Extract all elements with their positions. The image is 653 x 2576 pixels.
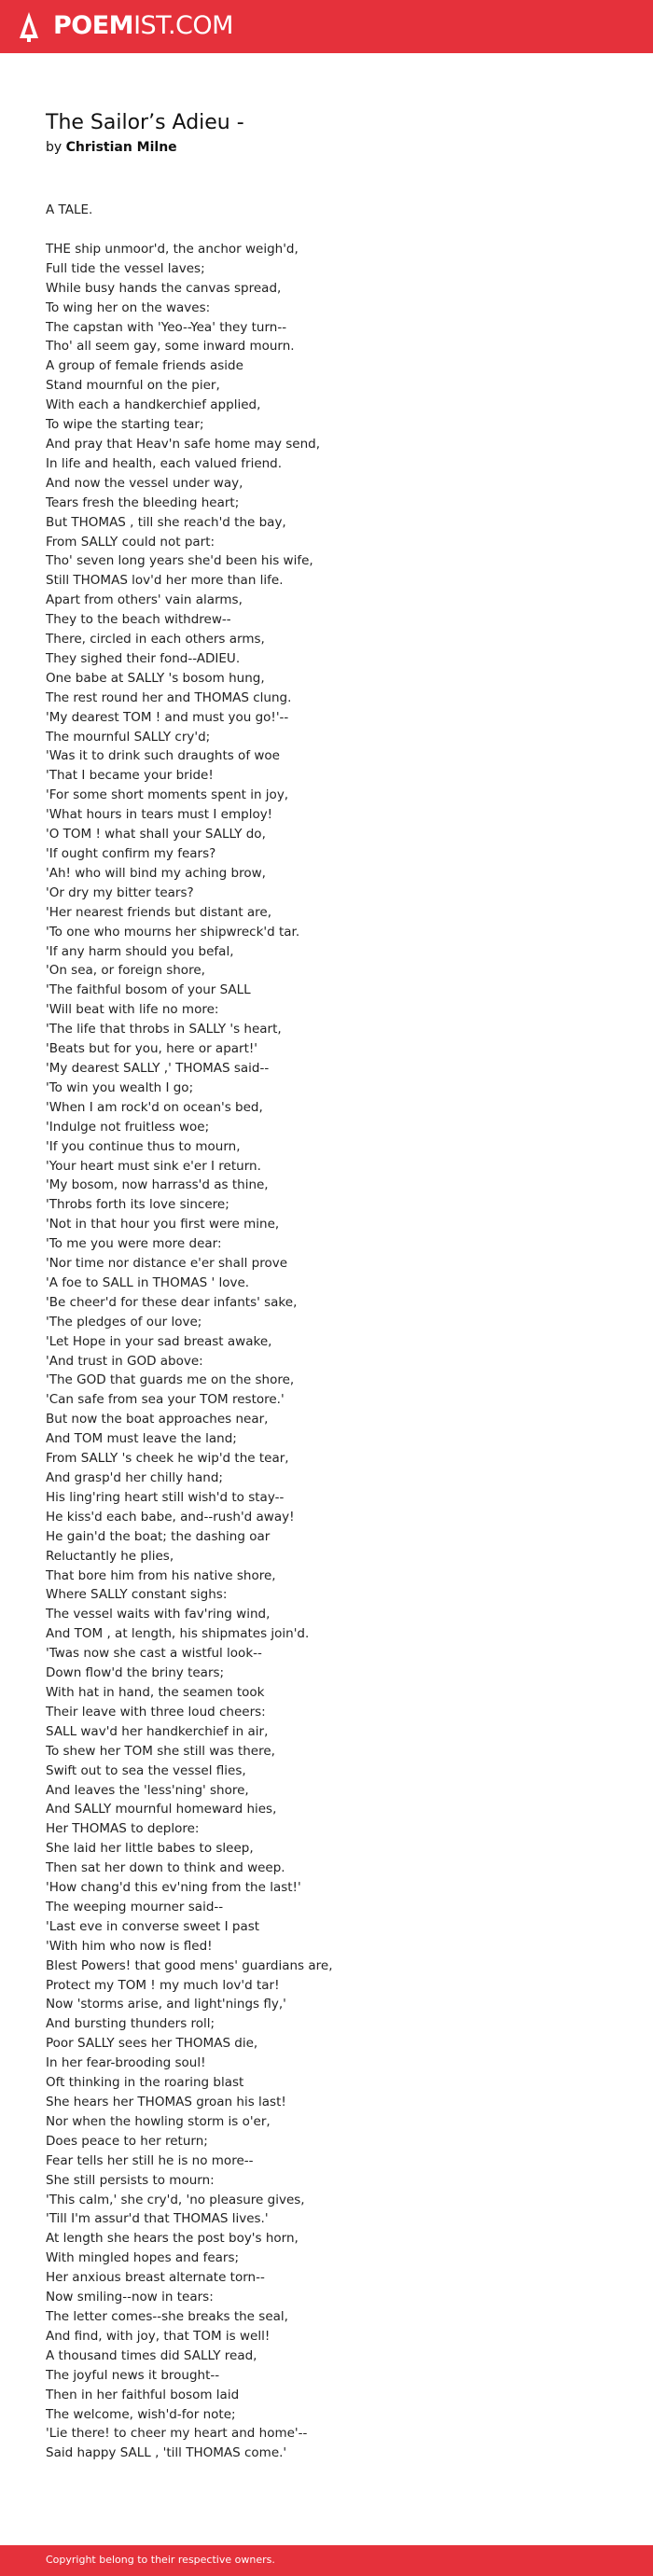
poem-line: 'Lie there! to cheer my heart and home'-- <box>46 2426 308 2442</box>
poem-line: The letter comes--she breaks the seal, <box>46 2308 288 2324</box>
poem-line: 'O TOM ! what shall your SALLY do, <box>46 827 266 842</box>
poem-line: The welcome, wish'd-for note; <box>46 2406 236 2422</box>
poem-line: 'Or dry my bitter tears? <box>46 884 194 900</box>
poem-line: His ling'ring heart still wish'd to stay-- <box>46 1489 285 1505</box>
poem-line: From SALLY could not part: <box>46 534 215 550</box>
poem-line: 'To one who mourns her shipwreck'd tar. <box>46 924 300 940</box>
poem-line: And TOM , at length, his shipmates join'd. <box>46 1626 310 1642</box>
poem-line: Said happy SALL , 'till THOMAS come.' <box>46 2445 287 2461</box>
site-logo[interactable] <box>17 10 233 42</box>
poem-line: 'My dearest SALLY ,' THOMAS said-- <box>46 1060 270 1076</box>
byline-prefix: by <box>46 140 63 155</box>
poem-line: Now smiling--now in tears: <box>46 2290 214 2305</box>
site-header <box>0 0 653 53</box>
poem-line: Full tide the vessel laves; <box>46 260 205 276</box>
poem-line: Blest Powers! that good mens' guardians are, <box>46 1957 333 1973</box>
logo-text-light: IST.COM <box>133 11 233 40</box>
poem-line: 'Not in that hour you first were mine, <box>46 1217 280 1232</box>
poem-line: Then in her faithful bosom laid <box>46 2387 240 2402</box>
poem-line: A group of female friends aside <box>46 358 243 374</box>
poem-line: 'How chang'd this ev'ning from the last!' <box>46 1880 301 1896</box>
poem-line: 'And trust in GOD above: <box>46 1353 203 1369</box>
poem-line: In her fear-brooding soul! <box>46 2055 206 2071</box>
poem-line: 'Be cheer'd for these dear infants' sake, <box>46 1294 298 1310</box>
poem-line: The weeping mourner said-- <box>46 1899 224 1915</box>
site-footer <box>0 2545 653 2576</box>
poem-line: Her THOMAS to deplore: <box>46 1821 200 1837</box>
poem-line: Down flow'd the briny tears; <box>46 1665 225 1681</box>
poem-line: 'Twas now she cast a wistful look-- <box>46 1646 262 1662</box>
poem-line: The vessel waits with fav'ring wind, <box>46 1607 271 1622</box>
poem-line: While busy hands the canvas spread, <box>46 280 282 296</box>
poem-line: And find, with joy, that TOM is well! <box>46 2328 271 2344</box>
poem-line: Apart from others' vain alarms, <box>46 592 243 608</box>
poem-line: And grasp'd her chilly hand; <box>46 1470 223 1485</box>
author-name[interactable]: Christian Milne <box>65 140 177 155</box>
poem-line: Nor when the howling storm is o'er, <box>46 2113 271 2129</box>
poem-line: The mournful SALLY cry'd; <box>46 729 211 745</box>
poem-line: 'My bosom, now harrass'd as thine, <box>46 1177 269 1193</box>
poem-line: A thousand times did SALLY read, <box>46 2347 257 2363</box>
poem-line: Their leave with three loud cheers: <box>46 1704 266 1720</box>
poem-line: She laid her little babes to sleep, <box>46 1841 254 1857</box>
poem-line: 'If you continue thus to mourn, <box>46 1138 241 1154</box>
poem-line: Does peace to her return; <box>46 2133 208 2149</box>
poem-line: And bursting thunders roll; <box>46 2016 215 2032</box>
poem-line: They to the beach withdrew-- <box>46 612 231 628</box>
poem-line: Reluctantly he plies, <box>46 1548 174 1564</box>
logo-text-bold: POEM <box>53 11 134 40</box>
poem-line: THE ship unmoor'd, the anchor weigh'd, <box>46 241 299 257</box>
poem-line: 'Indulge not fruitless woe; <box>46 1119 210 1135</box>
logo-text <box>53 10 233 42</box>
poem-line: 'The pledges of our love; <box>46 1314 202 1330</box>
poem-line: Tho' all seem gay, some inward mourn. <box>46 339 295 355</box>
poem-line: One babe at SALLY 's bosom hung, <box>46 670 265 686</box>
poem-line: With each a handkerchief applied, <box>46 397 261 413</box>
poem-line: He kiss'd each babe, and--rush'd away! <box>46 1509 295 1525</box>
poem-line: 'To win you wealth I go; <box>46 1079 194 1095</box>
poem-line: And SALLY mournful homeward hies, <box>46 1802 277 1817</box>
poem-line: 'My dearest TOM ! and must you go!'-- <box>46 709 289 725</box>
poem-line: To shew her TOM she still was there, <box>46 1743 275 1759</box>
poem-line: To wing her on the waves: <box>46 299 211 315</box>
poem-line: The joyful news it brought-- <box>46 2367 220 2383</box>
poem-content <box>46 110 624 2463</box>
poem-line: 'This calm,' she cry'd, 'no pleasure gives, <box>46 2192 305 2207</box>
poem-line: There, circled in each others arms, <box>46 632 265 647</box>
poem-line: And pray that Heav'n safe home may send, <box>46 436 320 452</box>
poem-line: 'Last eve in converse sweet I past <box>46 1918 260 1934</box>
poem-line: 'Your heart must sink e'er I return. <box>46 1158 261 1174</box>
poem-line: But now the boat approaches near, <box>46 1412 269 1427</box>
poem-line: 'Throbs forth its love sincere; <box>46 1197 229 1213</box>
poem-line: Stand mournful on the pier, <box>46 378 220 394</box>
poem-line: Oft thinking in the roaring blast <box>46 2075 244 2091</box>
poem-line: 'On sea, or foreign shore, <box>46 963 205 979</box>
poem-line: From SALLY 's cheek he wip'd the tear, <box>46 1451 289 1467</box>
byline <box>46 138 624 157</box>
poem-line: Swift out to sea the vessel flies, <box>46 1762 246 1778</box>
poem-line: In life and health, each valued friend. <box>46 455 283 471</box>
poem-line: Tears fresh the bleeding heart; <box>46 494 240 510</box>
poem-line: Still THOMAS lov'd her more than life. <box>46 573 284 589</box>
poem-line: 'To me you were more dear: <box>46 1236 222 1252</box>
poem-line: Now 'storms arise, and light'nings fly,' <box>46 1997 286 2012</box>
poem-line: 'Can safe from sea your TOM restore.' <box>46 1392 285 1408</box>
poem-line: 'Will beat with life no more: <box>46 1002 219 1018</box>
poem-subtitle: A TALE. <box>46 202 93 217</box>
poem-line: Poor SALLY sees her THOMAS die, <box>46 2036 258 2052</box>
poem-line: He gain'd the boat; the dashing oar <box>46 1528 271 1544</box>
poem-line: 'The GOD that guards me on the shore, <box>46 1372 295 1388</box>
poem-line: 'A foe to SALL in THOMAS ' love. <box>46 1274 250 1290</box>
poem-line: That bore him from his native shore, <box>46 1567 276 1583</box>
poem-line: 'The life that throbs in SALLY 's heart, <box>46 1022 282 1037</box>
poem-line: The capstan with 'Yeo--Yea' they turn-- <box>46 319 287 335</box>
poem-line: And TOM must leave the land; <box>46 1431 237 1447</box>
poem-line: 'Her nearest friends but distant are, <box>46 904 272 920</box>
poem-line: 'Ah! who will bind my aching brow, <box>46 865 266 881</box>
poem-line: Tho' seven long years she'd been his wife, <box>46 553 313 569</box>
poem-line: 'Nor time nor distance e'er shall prove <box>46 1256 288 1272</box>
poem-line: 'With him who now is fled! <box>46 1938 213 1954</box>
poem-line: 'When I am rock'd on ocean's bed, <box>46 1099 263 1115</box>
poem-line: SALL wav'd her handkerchief in air, <box>46 1723 269 1739</box>
poem-line: But THOMAS , till she reach'd the bay, <box>46 514 286 530</box>
poem-line: They sighed their fond--ADIEU. <box>46 650 241 666</box>
poem-line: To wipe the starting tear; <box>46 417 204 433</box>
poem-line: 'Beats but for you, here or apart!' <box>46 1041 258 1057</box>
poem-line: 'The faithful bosom of your SALL <box>46 982 251 998</box>
copyright-notice: Copyright belong to their respective owners. <box>46 2554 275 2566</box>
poem-line: The rest round her and THOMAS clung. <box>46 689 292 705</box>
poem-line: Her anxious breast alternate torn-- <box>46 2270 265 2286</box>
poem-line: And leaves the 'less'ning' shore, <box>46 1782 249 1798</box>
poem-line: She hears her THOMAS groan his last! <box>46 2095 286 2110</box>
poem-line: 'That I became your bride! <box>46 768 214 784</box>
poem-line: 'If ought confirm my fears? <box>46 846 216 861</box>
poem-line: With hat in hand, the seamen took <box>46 1684 265 1700</box>
poem-line: 'What hours in tears must I employ! <box>46 807 273 823</box>
poem-line: 'Let Hope in your sad breast awake, <box>46 1333 272 1349</box>
poem-line: 'If any harm should you befal, <box>46 943 234 959</box>
poem-line: Fear tells her still he is no more-- <box>46 2152 254 2168</box>
poem-line: With mingled hopes and fears; <box>46 2250 240 2266</box>
poem-line: 'For some short moments spent in joy, <box>46 787 289 803</box>
poem-line: Where SALLY constant sighs: <box>46 1587 228 1603</box>
poem-body <box>46 240 624 2463</box>
poem-line: Protect my TOM ! my much lov'd tar! <box>46 1977 280 1993</box>
poem-line: At length she hears the post boy's horn, <box>46 2231 299 2247</box>
quill-icon <box>17 10 41 42</box>
poem-line: Then sat her down to think and weep. <box>46 1860 285 1876</box>
poem-line: 'Till I'm assur'd that THOMAS lives.' <box>46 2211 269 2227</box>
poem-line: And now the vessel under way, <box>46 475 243 491</box>
poem-line: She still persists to mourn: <box>46 2172 215 2188</box>
poem-title: The Sailor’s Adieu - <box>46 111 244 134</box>
poem-line: 'Was it to drink such draughts of woe <box>46 748 280 764</box>
